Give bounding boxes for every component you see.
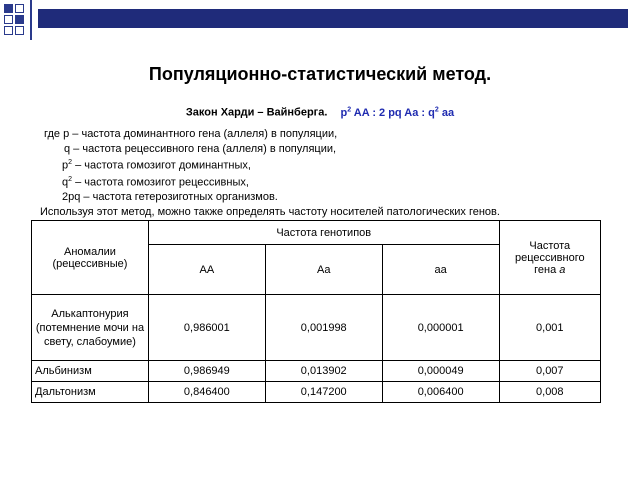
row-name: Алькаптонурия (потемнение мочи на свету, слабоумие) [32, 295, 149, 361]
desc-line: q – частота рецессивного гена (аллеля) в популяции, [64, 142, 337, 155]
table-row [32, 361, 601, 382]
cell-gene: 0,007 [499, 361, 600, 382]
subheader-AA: АА [148, 245, 265, 295]
desc-line: Используя этот метод, можно также определять частоту носителей патологических генов. [40, 205, 500, 218]
deco-square [15, 15, 24, 24]
cell-AA: 0,846400 [148, 382, 265, 403]
header-recessive: Частота рецессивного гена a [499, 221, 600, 295]
cell-aa: 0,000049 [382, 361, 499, 382]
cell-aa: 0,006400 [382, 382, 499, 403]
deco-square [15, 4, 24, 13]
desc-line: $p^2$ – частота гомозигот доминантных, [62, 159, 251, 172]
slide-decoration [0, 0, 640, 40]
law-formula: $p^2$ AA : 2 pq Aa : $q^2$ aa [340, 106, 455, 119]
cell-Aa: 0,013902 [265, 361, 382, 382]
law-line [0, 106, 640, 119]
cell-AA: 0,986001 [148, 295, 265, 361]
cell-Aa: 0,147200 [265, 382, 382, 403]
subheader-Aa: Аа [265, 245, 382, 295]
deco-line [30, 0, 32, 40]
deco-square [15, 26, 24, 35]
page-title: Популяционно-статистический метод. [148, 64, 492, 84]
law-label: Закон Харди – Вайнберга. [185, 106, 328, 119]
table-row [32, 382, 601, 403]
subheader-aa: аа [382, 245, 499, 295]
row-name: Дальтонизм [32, 382, 149, 403]
row-name: Альбинизм [32, 361, 149, 382]
cell-gene: 0,001 [499, 295, 600, 361]
deco-square [4, 4, 13, 13]
desc-line: где p – частота доминантного гена (аллеля) в популяции, [44, 128, 338, 140]
cell-aa: 0,000001 [382, 295, 499, 361]
table-row [32, 295, 601, 361]
deco-square [4, 26, 13, 35]
cell-Aa: 0,001998 [265, 295, 382, 361]
deco-square [4, 15, 13, 24]
desc-line: 2pq – частота гетерозиготных организмов. [62, 191, 278, 204]
cell-gene: 0,008 [499, 382, 600, 403]
cell-AA: 0,986949 [148, 361, 265, 382]
header-anomalies: Аномалии (рецессивные) [32, 221, 149, 295]
deco-bar [38, 9, 628, 28]
description [40, 127, 500, 219]
header-genotypes: Частота генотипов [148, 221, 499, 245]
genotype-table [31, 220, 601, 403]
desc-line: $q^2$ – частота гомозигот рецессивных, [62, 176, 249, 189]
